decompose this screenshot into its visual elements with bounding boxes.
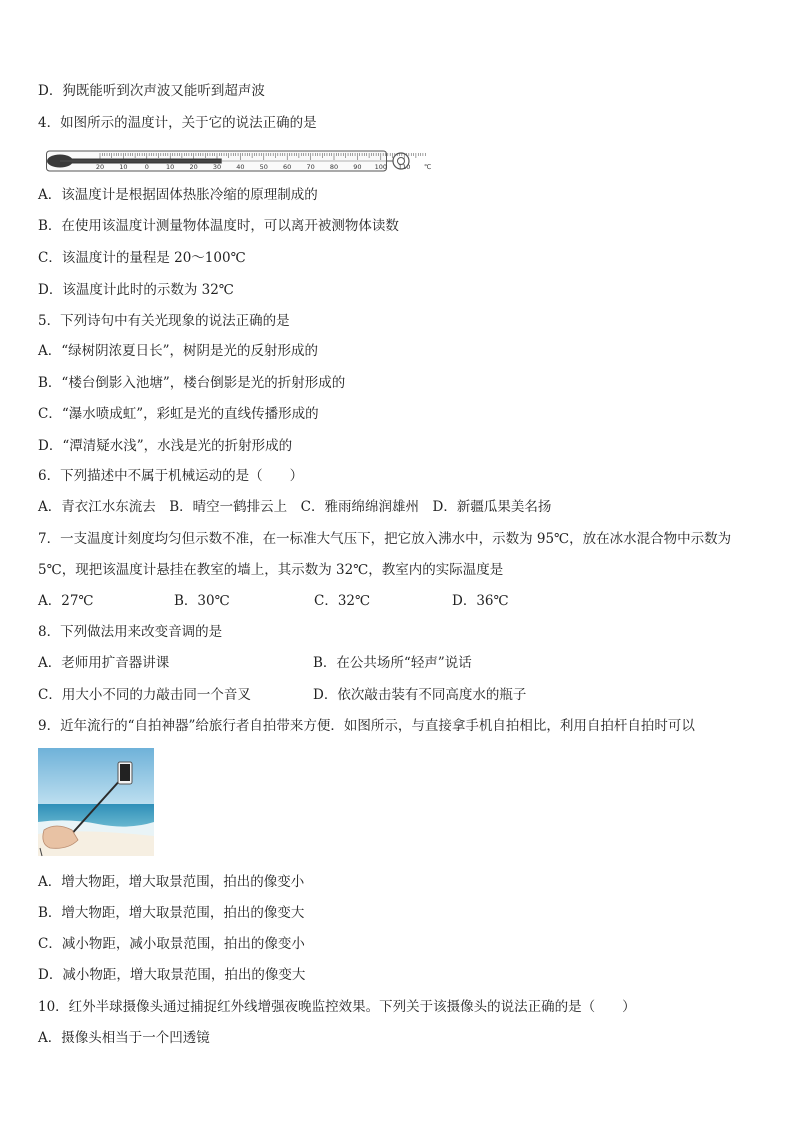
q7-option-a: A．27℃ xyxy=(38,593,94,609)
thermometer-tick-label: 0 xyxy=(144,163,149,171)
q7-option-d: D．36℃ xyxy=(452,593,509,609)
selfie-stick-photo xyxy=(38,748,154,856)
q9-option-c: C．减小物距，减小取景范围，拍出的像变小 xyxy=(38,936,305,952)
q10-stem: 10．红外半球摄像头通过捕捉红外线增强夜晚监控效果。下列关于该摄像头的说法正确的是（ ） xyxy=(38,999,636,1015)
thermometer-tick-label: 110 xyxy=(397,163,411,171)
q5-stem: 5．下列诗句中有关光现象的说法正确的是 xyxy=(38,313,290,329)
q7-stem-line-2: 5℃，现把该温度计悬挂在教室的墙上，其示数为 32℃，教室内的实际温度是 xyxy=(38,562,504,578)
q6-stem: 6．下列描述中不属于机械运动的是（ ） xyxy=(38,468,304,484)
thermometer-tick-label: 50 xyxy=(259,163,268,171)
thermometer-tick-label: 10 xyxy=(119,163,128,171)
q7-option-b: B．30℃ xyxy=(174,593,230,609)
q4-option-b: B．在使用该温度计测量物体温度时，可以离开被测物体读数 xyxy=(38,218,399,234)
q8-option-a: A．老师用扩音器讲课 xyxy=(38,655,170,671)
q8-options-row-1 xyxy=(38,654,738,672)
q4-stem: 4．如图所示的温度计，关于它的说法正确的是 xyxy=(38,115,317,131)
thermometer-tick-label: 20 xyxy=(95,163,105,171)
thermometer-tick-label: 10 xyxy=(166,163,175,171)
q7-option-c: C．32℃ xyxy=(314,593,371,609)
q9-option-d: D．减小物距，增大取景范围，拍出的像变大 xyxy=(38,967,306,983)
thermometer-tick-label: 20 xyxy=(189,163,198,171)
q8-stem: 8．下列做法用来改变音调的是 xyxy=(38,624,223,640)
q4-option-c: C．该温度计的量程是 20～100℃ xyxy=(38,250,246,266)
q4-option-d: D．该温度计此时的示数为 32℃ xyxy=(38,282,234,298)
thermometer-tick-label: 90 xyxy=(353,163,362,171)
thermometer-tick-label: ℃ xyxy=(423,163,432,171)
q3-option-d: D．狗既能听到次声波又能听到超声波 xyxy=(38,83,265,99)
q7-stem-line-1: 7．一支温度计刻度均匀但示数不准，在一标准大气压下，把它放入沸水中，示数为 95℃，放在冰水混合物中示数为 xyxy=(38,531,732,547)
q5-option-c: C．“瀑水喷成虹”，彩虹是光的直线传播形成的 xyxy=(38,406,319,422)
thermometer-tick-label: 60 xyxy=(283,163,292,171)
thermometer-figure xyxy=(46,149,432,175)
q8-option-b: B．在公共场所“轻声”说话 xyxy=(313,655,472,671)
q5-option-d: D．“潭清疑水浅”，水浅是光的折射形成的 xyxy=(38,438,293,454)
q9-option-a: A．增大物距，增大取景范围，拍出的像变小 xyxy=(38,874,305,890)
thermometer-tick-label: 40 xyxy=(236,163,245,171)
q8-option-d: D．依次敲击装有不同高度水的瓶子 xyxy=(313,687,527,703)
q7-options xyxy=(38,592,738,610)
q8-options-row-2 xyxy=(38,686,738,704)
q8-option-c: C．用大小不同的力敲击同一个音叉 xyxy=(38,687,251,703)
q5-option-a: A．“绿树阴浓夏日长”，树阴是光的反射形成的 xyxy=(38,343,319,359)
thermometer-tick-label: 70 xyxy=(306,163,315,171)
q9-stem: 9．近年流行的“自拍神器”给旅行者自拍带来方便．如图所示，与直接拿手机自拍相比，利用自拍杆自拍时可以 xyxy=(38,718,695,734)
q4-option-a: A．该温度计是根据固体热胀冷缩的原理制成的 xyxy=(38,187,318,203)
q10-option-a: A．摄像头相当于一个凹透镜 xyxy=(38,1030,210,1046)
thermometer-tick-label: 80 xyxy=(329,163,339,171)
thermometer-tick-label: 30 xyxy=(212,163,222,171)
q6-options: A．青衣江水东流去 B．晴空一鹤排云上 C．雅雨绵绵润雄州 D．新疆瓜果美名扬 xyxy=(38,499,552,515)
q9-option-b: B．增大物距，增大取景范围，拍出的像变大 xyxy=(38,905,305,921)
q5-option-b: B．“楼台倒影入池塘”，楼台倒影是光的折射形成的 xyxy=(38,375,346,391)
thermometer-tick-label: 100 xyxy=(374,163,388,171)
